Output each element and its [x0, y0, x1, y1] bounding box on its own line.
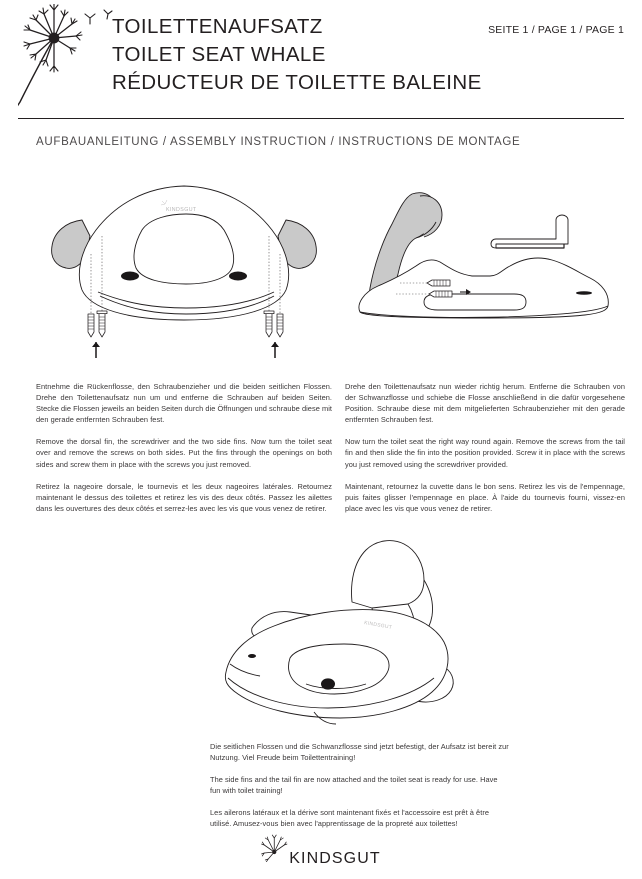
figure-assembled-toilet-seat-whale	[186, 536, 468, 732]
page-number-label: SEITE 1 / PAGE 1 / PAGE 1	[488, 24, 624, 36]
dandelion-logo-icon	[18, 4, 118, 114]
step-2-text-block	[345, 381, 625, 514]
title-fr: RÉDUCTEUR DE TOILETTE BALEINE	[112, 71, 482, 94]
svg-text:KINDSGUT: KINDSGUT	[166, 207, 197, 213]
header-divider	[18, 118, 624, 119]
step-3-text-de: Die seitlichen Flossen und die Schwanzflosse sind jetzt befestigt, der Aufsatz ist bereit zur Nutzung. Viel Freude beim Toilettentraining!	[210, 742, 509, 763]
step-3-text-en: The side fins and the tail fin are now attached and the toilet seat is ready for use. Have fun with toilet training!	[210, 775, 498, 796]
step-2-text-en: Now turn the toilet seat the right way round again. Remove the screws from the tail fin and then slide the fin into the position provided. Screw it in place with the screws you just removed using the screwdriver provided.	[345, 437, 625, 469]
figure-toilet-seat-side-view	[338, 182, 628, 324]
assembly-instruction-subtitle: AUFBAUANLEITUNG / ASSEMBLY INSTRUCTION / INSTRUCTIONS DE MONTAGE	[36, 136, 521, 148]
title-en: TOILET SEAT WHALE	[112, 43, 326, 66]
footer-dandelion-icon	[261, 832, 287, 867]
svg-text:KINDSGUT: KINDSGUT	[363, 620, 393, 631]
step-1-text-de: Entnehme die Rückenflosse, den Schraubenzieher und die beiden seitlichen Flossen. Drehe den Toilettenaufsatz nun um und entferne die Schrauben auf beiden Seiten. Stecke die Flossen jeweils an beiden Seiten durch die Öffnungen und schraube diese mit den gerade entfernten Schrauben fest.	[36, 382, 332, 425]
page-header	[0, 0, 642, 118]
step-1-text-block	[36, 381, 332, 514]
page-title	[112, 13, 482, 97]
step-2-text-de: Drehe den Toilettenaufsatz nun wieder richtig herum. Entferne die Schrauben von der Schwanzflosse und schiebe die Flosse anschließend in die dafür vorgesehene Position. Schraube diese mit dem mitgelieferten Schraubenzieher mit den gerade entfernten Schrauben fest.	[345, 382, 625, 425]
step-1-text-fr: Retirez la nageoire dorsale, le tournevis et les deux nageoires latérales. Retournez maintenant le dessus des toilettes et retirez les vis des deux côtés. Passez les ailettes dans les ouvertures des deux côtés et serrez-les avec les vis que vous venez de retirer.	[36, 481, 332, 513]
step-3-text-fr: Les ailerons latéraux et la dérive sont maintenant fixés et l'accessoire est prêt à être utilisé. Amusez-vous bien avec l'apprentissage de la propreté aux toilettes!	[210, 808, 489, 829]
step-1-text-en: Remove the dorsal fin, the screwdriver and the two side fins. Now turn the toilet seat over and remove the screws on both sides. Put the fins through the openings on both sides and screw them in place with the screws you just removed.	[36, 437, 332, 469]
step-3-text-block	[210, 741, 510, 830]
page-footer	[0, 827, 642, 871]
figure-toilet-seat-top-view	[38, 178, 334, 363]
step-2-text-fr: Maintenant, retournez la cuvette dans le bon sens. Retirez les vis de l'empennage, puis faites glisser l'empennage en place. À l'aide du tournevis fourni, vissez-en place avec les vis que vous venez de retirer.	[345, 481, 625, 513]
footer-brand-name: KINDSGUT	[289, 850, 381, 867]
title-de: TOILETTENAUFSATZ	[112, 15, 323, 38]
